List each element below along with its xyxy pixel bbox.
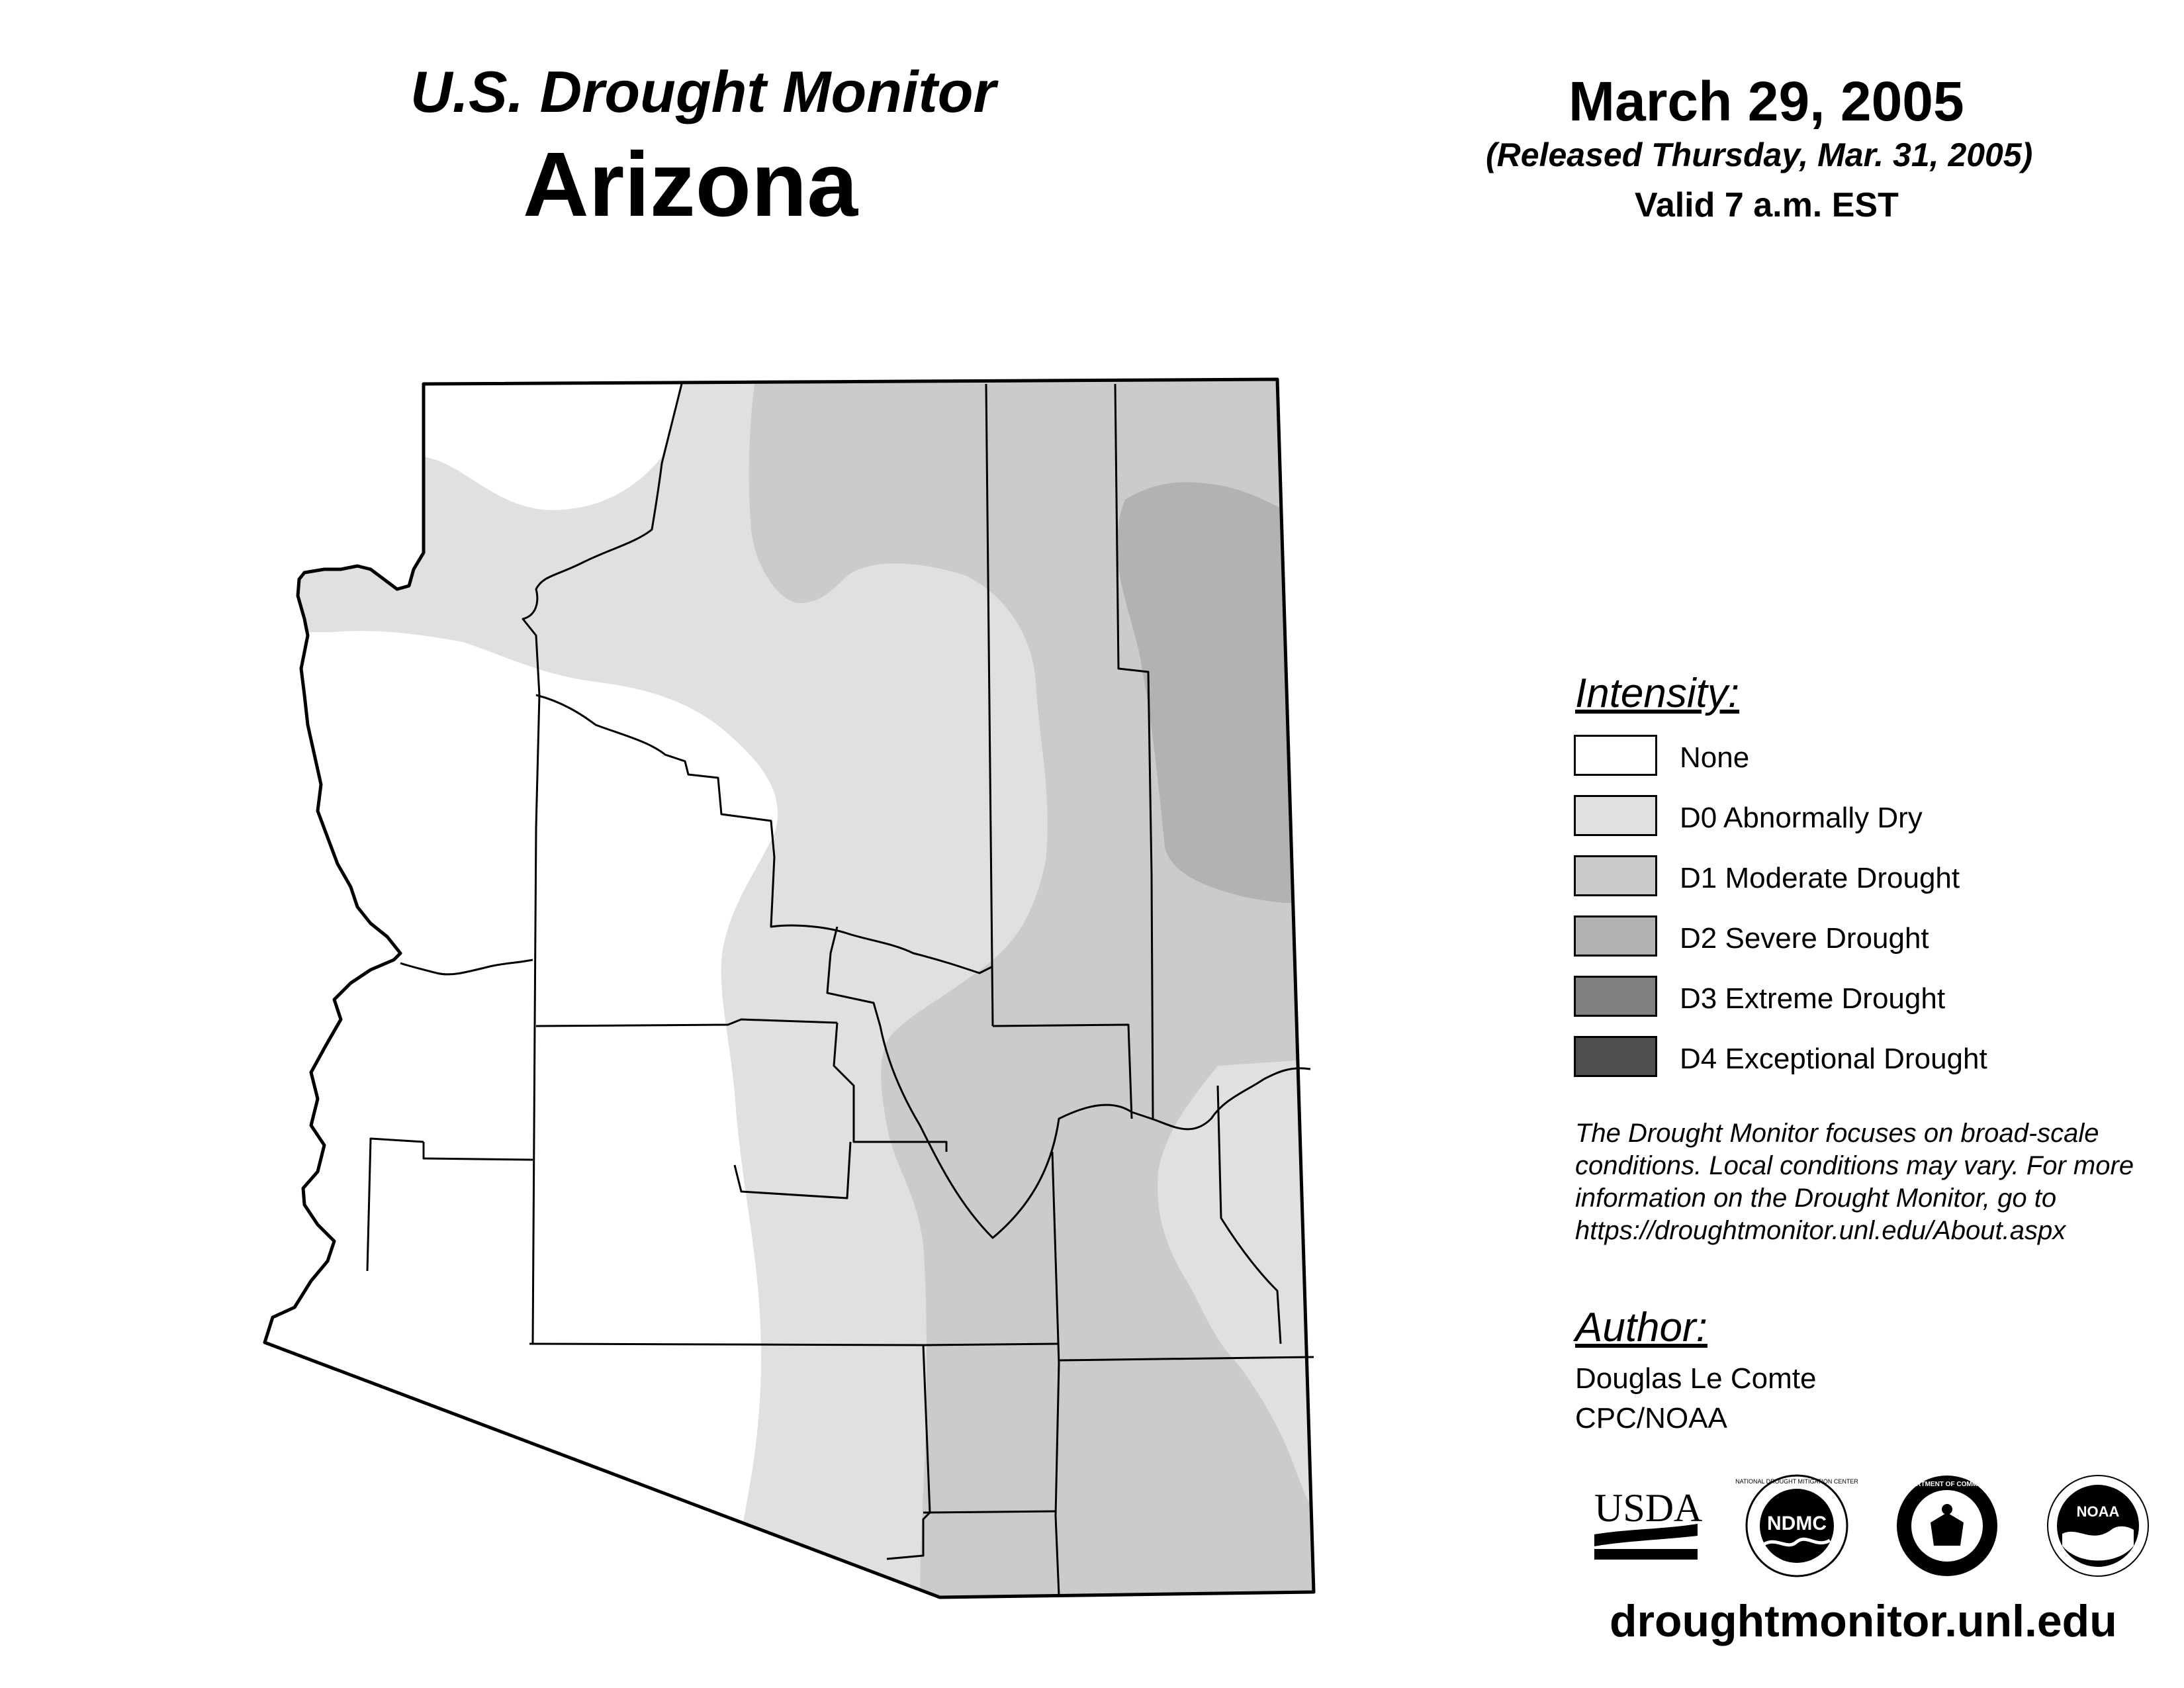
legend-swatch — [1574, 915, 1657, 957]
disclaimer-note: The Drought Monitor focuses on broad-scale conditions. Local conditions may vary. For more information on the Drought Monitor, go to https://droughtmonitor.unl.edu/About.aspx — [1575, 1119, 2134, 1245]
noaa-logo-text: NOAA — [2076, 1503, 2120, 1520]
release-date: (Released Thursday, Mar. 31, 2005) — [1486, 136, 2033, 173]
usda-logo[interactable] — [1592, 1483, 1704, 1562]
map-title-state: Arizona — [523, 134, 858, 236]
legend-swatch — [1574, 795, 1657, 836]
legend-label: D0 Abnormally Dry — [1680, 802, 1923, 834]
ndmc-logo[interactable] — [1735, 1473, 1858, 1579]
legend-swatch — [1574, 976, 1657, 1017]
author-heading: Author: — [1575, 1305, 1707, 1350]
legend-swatch — [1574, 855, 1657, 896]
author-name: Douglas Le Comte — [1575, 1362, 1817, 1395]
website-link[interactable]: droughtmonitor.unl.edu — [1610, 1596, 2117, 1646]
legend-label: D2 Severe Drought — [1680, 922, 1929, 955]
usda-logo-text: USDA — [1594, 1486, 1703, 1530]
legend-label: None — [1680, 741, 1750, 774]
map-date: March 29, 2005 — [1569, 70, 1964, 132]
commerce-ring-text: DEPARTMENT OF COMMERCE — [1898, 1481, 1996, 1488]
ndmc-logo-text: NDMC — [1767, 1513, 1827, 1534]
valid-time: Valid 7 a.m. EST — [1635, 186, 1899, 224]
map-subtitle: U.S. Drought Monitor — [410, 59, 996, 124]
legend-label: D3 Extreme Drought — [1680, 982, 1946, 1015]
ndmc-ring-text: NATIONAL DROUGHT MITIGATION CENTER — [1735, 1478, 1858, 1485]
legend-label: D1 Moderate Drought — [1680, 862, 1960, 894]
legend-swatch — [1574, 735, 1657, 776]
legend-swatch — [1574, 1036, 1657, 1077]
legend-label: D4 Exceptional Drought — [1680, 1043, 1987, 1075]
legend-heading: Intensity: — [1575, 671, 1740, 716]
noaa-logo[interactable] — [2045, 1473, 2151, 1579]
commerce-seal[interactable] — [1894, 1473, 2000, 1579]
author-org: CPC/NOAA — [1575, 1402, 1727, 1434]
